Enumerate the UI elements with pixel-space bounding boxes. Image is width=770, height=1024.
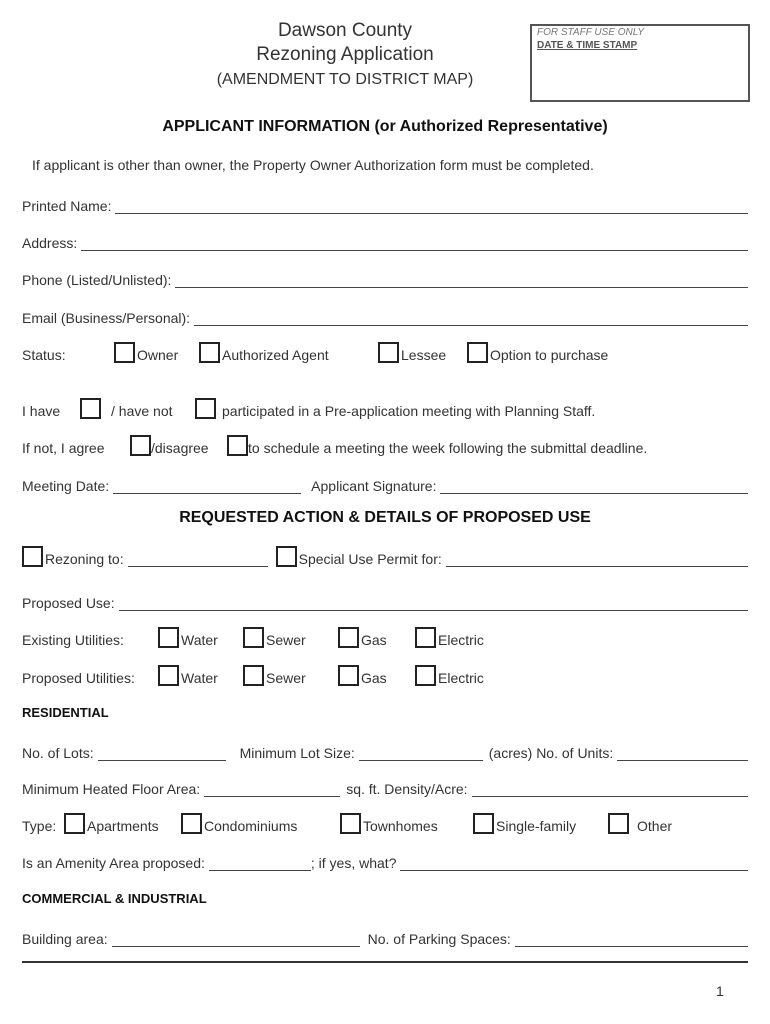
special-use-field[interactable]	[446, 550, 748, 567]
preapp-i-have-label: I have	[22, 403, 61, 419]
status-owner-label: Owner	[137, 347, 179, 363]
proposed-electric-label: Electric	[438, 670, 484, 686]
parking-field[interactable]	[515, 930, 748, 947]
existing-gas-label: Gas	[361, 632, 387, 648]
amenity-label: Is an Amenity Area proposed:	[22, 855, 205, 871]
type-other-checkbox[interactable]	[608, 813, 629, 834]
status-agent-label: Authorized Agent	[222, 347, 329, 363]
staff-stamp-box	[530, 24, 750, 102]
owner-auth-note: If applicant is other than owner, the Property Owner Authorization form must be completed.	[32, 157, 594, 173]
building-area-label: Building area:	[22, 931, 108, 947]
units-field[interactable]	[617, 744, 748, 761]
address-row	[22, 229, 748, 251]
residential-heading: RESIDENTIAL	[22, 705, 109, 720]
schedule-row	[22, 434, 748, 456]
disagree-checkbox[interactable]	[227, 435, 248, 456]
lots-field[interactable]	[98, 744, 226, 761]
sqft-density-label: sq. ft. Density/Acre:	[346, 781, 468, 797]
existing-sewer-label: Sewer	[266, 632, 306, 648]
phone-label: Phone (Listed/Unlisted):	[22, 272, 172, 288]
heated-area-row	[22, 775, 748, 797]
phone-row	[22, 266, 748, 288]
agree-label: If not, I agree	[22, 440, 105, 456]
type-condominiums-checkbox[interactable]	[181, 813, 202, 834]
rezoning-field[interactable]	[128, 550, 268, 567]
type-single-family-label: Single-family	[496, 818, 577, 834]
staff-use-note: FOR STAFF USE ONLY	[537, 27, 645, 38]
amenity-field[interactable]	[209, 854, 311, 871]
min-lot-size-field[interactable]	[359, 744, 483, 761]
lots-row	[22, 739, 748, 761]
status-option-checkbox[interactable]	[467, 342, 488, 363]
email-field[interactable]	[194, 309, 748, 326]
status-lessee-checkbox[interactable]	[378, 342, 399, 363]
existing-utilities-label: Existing Utilities:	[22, 632, 124, 648]
status-agent-checkbox[interactable]	[199, 342, 220, 363]
printed-name-row	[22, 192, 748, 214]
special-use-label: Special Use Permit for:	[298, 551, 442, 567]
email-row	[22, 304, 748, 326]
footer-divider	[22, 961, 748, 963]
acres-units-label: (acres) No. of Units:	[488, 745, 614, 761]
schedule-statement: to schedule a meeting the week following the submittal deadline.	[248, 440, 648, 456]
status-label: Status:	[22, 347, 66, 363]
agree-checkbox[interactable]	[130, 435, 151, 456]
proposed-water-label: Water	[181, 670, 218, 686]
existing-electric-checkbox[interactable]	[415, 627, 436, 648]
status-lessee-label: Lessee	[401, 347, 447, 363]
type-apartments-checkbox[interactable]	[64, 813, 85, 834]
proposed-utilities-label: Proposed Utilities:	[22, 670, 135, 686]
preapp-have-not-label: / have not	[111, 403, 173, 419]
applicant-heading: APPLICANT INFORMATION (or Authorized Representative)	[162, 118, 608, 135]
signature-label: Applicant Signature:	[311, 478, 437, 494]
date-time-stamp-label: DATE & TIME STAMP	[537, 40, 638, 51]
type-label: Type:	[22, 818, 57, 834]
phone-field[interactable]	[175, 271, 748, 288]
form-subtitle: (AMENDMENT TO DISTRICT MAP)	[216, 71, 474, 88]
parking-label: No. of Parking Spaces:	[367, 931, 511, 947]
building-area-field[interactable]	[112, 930, 360, 947]
proposed-sewer-checkbox[interactable]	[243, 665, 264, 686]
density-field[interactable]	[472, 780, 748, 797]
rezoning-checkbox[interactable]	[22, 546, 43, 567]
proposed-use-label: Proposed Use:	[22, 595, 115, 611]
printed-name-field[interactable]	[115, 197, 748, 214]
existing-water-checkbox[interactable]	[158, 627, 179, 648]
lots-label: No. of Lots:	[22, 745, 94, 761]
proposed-use-field[interactable]	[119, 594, 748, 611]
special-use-checkbox[interactable]	[276, 546, 297, 567]
proposed-gas-checkbox[interactable]	[338, 665, 359, 686]
amenity-what-label: ; if yes, what?	[310, 855, 397, 871]
type-apartments-label: Apartments	[87, 818, 159, 834]
page-number: 1	[716, 983, 724, 999]
min-lot-size-label: Minimum Lot Size:	[239, 745, 355, 761]
address-field[interactable]	[81, 234, 748, 251]
meeting-date-field[interactable]	[113, 477, 301, 494]
signature-field[interactable]	[440, 477, 748, 494]
type-other-label: Other	[637, 818, 673, 834]
proposed-electric-checkbox[interactable]	[415, 665, 436, 686]
existing-electric-label: Electric	[438, 632, 484, 648]
status-option-label: Option to purchase	[490, 347, 609, 363]
requested-heading: REQUESTED ACTION & DETAILS OF PROPOSED USE	[179, 509, 591, 526]
proposed-utilities-row	[22, 664, 748, 686]
address-label: Address:	[22, 235, 78, 251]
proposed-sewer-label: Sewer	[266, 670, 306, 686]
preapp-have-checkbox[interactable]	[80, 398, 101, 419]
meeting-date-label: Meeting Date:	[22, 478, 110, 494]
printed-name-label: Printed Name:	[22, 198, 112, 214]
min-heated-field[interactable]	[204, 780, 340, 797]
email-label: Email (Business/Personal):	[22, 310, 191, 326]
amenity-row	[22, 849, 748, 871]
type-condominiums-label: Condominiums	[204, 818, 298, 834]
form-title: Rezoning Application	[256, 44, 434, 65]
status-row	[22, 341, 748, 363]
commercial-heading: COMMERCIAL & INDUSTRIAL	[22, 891, 207, 906]
type-row	[22, 812, 748, 834]
status-owner-checkbox[interactable]	[114, 342, 135, 363]
existing-sewer-checkbox[interactable]	[243, 627, 264, 648]
proposed-use-row	[22, 589, 748, 611]
building-area-row	[22, 925, 748, 947]
existing-gas-checkbox[interactable]	[338, 627, 359, 648]
preapp-row	[22, 397, 748, 419]
proposed-water-checkbox[interactable]	[158, 665, 179, 686]
rezoning-row	[22, 545, 748, 567]
preapp-have-not-checkbox[interactable]	[195, 398, 216, 419]
type-single-family-checkbox[interactable]	[473, 813, 494, 834]
type-townhomes-label: Townhomes	[363, 818, 438, 834]
amenity-what-field[interactable]	[400, 854, 748, 871]
existing-water-label: Water	[181, 632, 218, 648]
county-name: Dawson County	[277, 20, 413, 41]
min-heated-label: Minimum Heated Floor Area:	[22, 781, 201, 797]
type-townhomes-checkbox[interactable]	[340, 813, 361, 834]
disagree-label: /disagree	[151, 440, 209, 456]
rezoning-label: Rezoning to:	[45, 551, 124, 567]
meeting-signature-row	[22, 472, 748, 494]
proposed-gas-label: Gas	[361, 670, 387, 686]
preapp-statement: participated in a Pre-application meeting with Planning Staff.	[222, 403, 596, 419]
existing-utilities-row	[22, 626, 748, 648]
